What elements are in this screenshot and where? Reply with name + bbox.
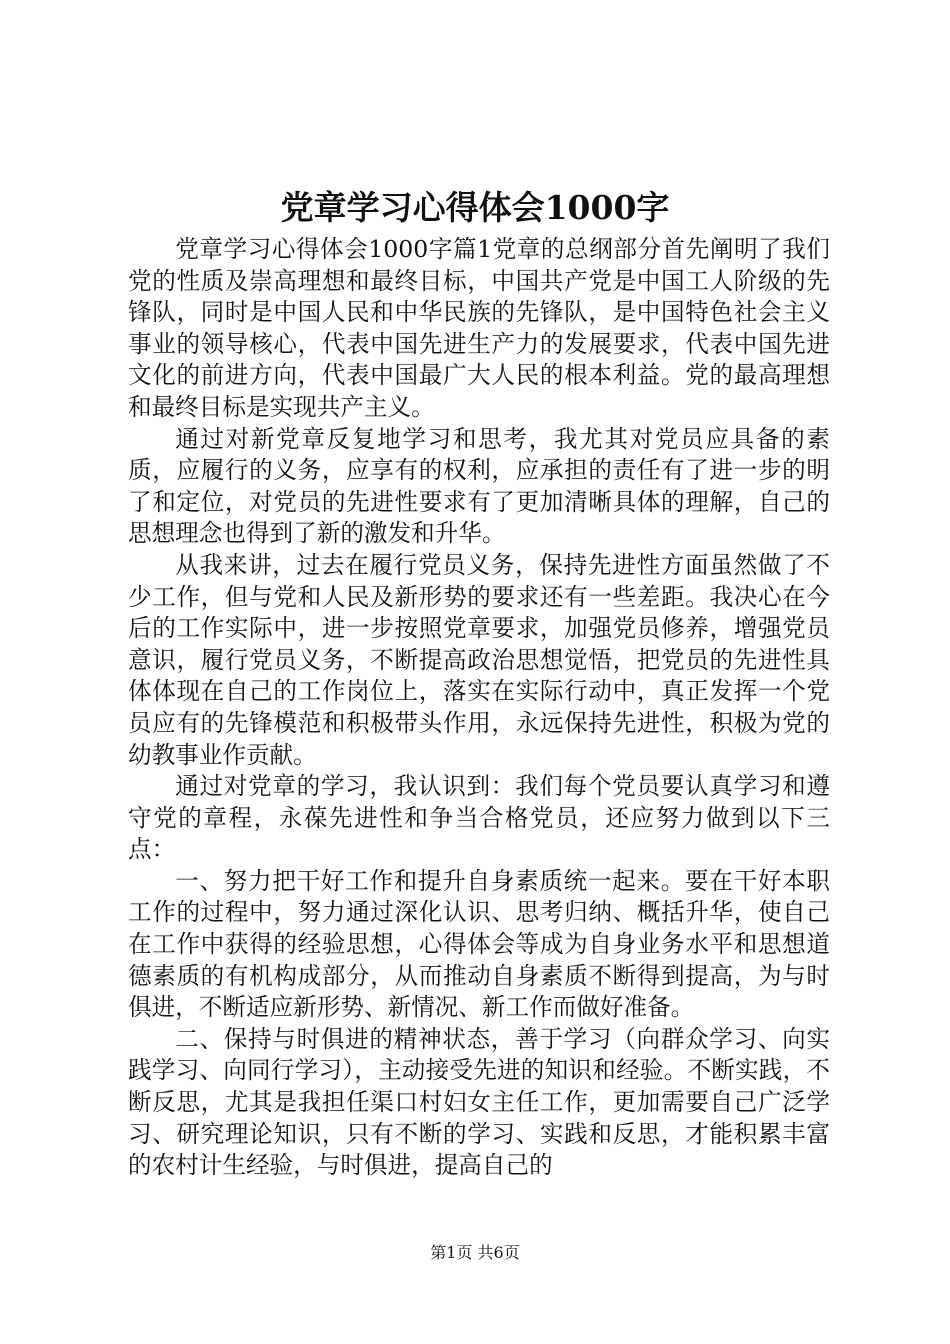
paragraph: 党章学习心得体会1000字篇1党章的总纲部分首先阐明了我们党的性质及崇高理想和最终目标，中国共产党是中国工人阶级的先锋队，同时是中国人民和中华民族的先锋队，是中国特色社会主义事业的领导核心，代表中国先进生产力的发展要求，代表中国先进文化的前进方向，代表中国最广大人民的根本利益。党的最高理想和最终目标是实现共产主义。 — [128, 235, 830, 421]
document-body — [128, 234, 830, 1182]
paragraph: 通过对党章的学习，我认识到：我们每个党员要认真学习和遵守党的章程，永葆先进性和争当合格党员，还应努力做到以下三点： — [128, 772, 830, 864]
page-footer: 第1页 共6页 — [430, 1243, 520, 1262]
paragraph: 一、努力把干好工作和提升自身素质统一起来。要在干好本职工作的过程中，努力通过深化认识、思考归纳、概括升华，使自己在工作中获得的经验思想，心得体会等成为自身业务水平和思想道德素质的有机构成部分，从而推动自身素质不断得到提高，为与时俱进，不断适应新形势、新情况、新工作而做好准备。 — [128, 866, 830, 1022]
paragraph: 通过对新党章反复地学习和思考，我尤其对党员应具备的素质，应履行的义务，应享有的权利，应承担的责任有了进一步的明了和定位，对党员的先进性要求有了更加清晰具体的理解，自己的思想理念也得到了新的激发和升华。 — [128, 424, 830, 548]
paragraph: 从我来讲，过去在履行党员义务，保持先进性方面虽然做了不少工作，但与党和人民及新形势的要求还有一些差距。我决心在今后的工作实际中，进一步按照党章要求，加强党员修养，增强党员意识，履行党员义务，不断提高政治思想觉悟，把党员的先进性具体体现在自己的工作岗位上，落实在实际行动中，真正发挥一个党员应有的先锋模范和积极带头作用，永远保持先进性，积极为党的幼教事业作贡献。 — [128, 550, 830, 769]
document-title: 党章学习心得体会1000字 — [280, 188, 670, 227]
paragraph: 二、保持与时俱进的精神状态，善于学习（向群众学习、向实践学习、向同行学习），主动接受先进的知识和经验。不断实践，不断反思，尤其是我担任渠口村妇女主任工作，更加需要自己广泛学习、研究理论知识，只有不断的学习、实践和反思，才能积累丰富的农村计生经验，与时俱进，提高自己的 — [128, 1024, 830, 1180]
